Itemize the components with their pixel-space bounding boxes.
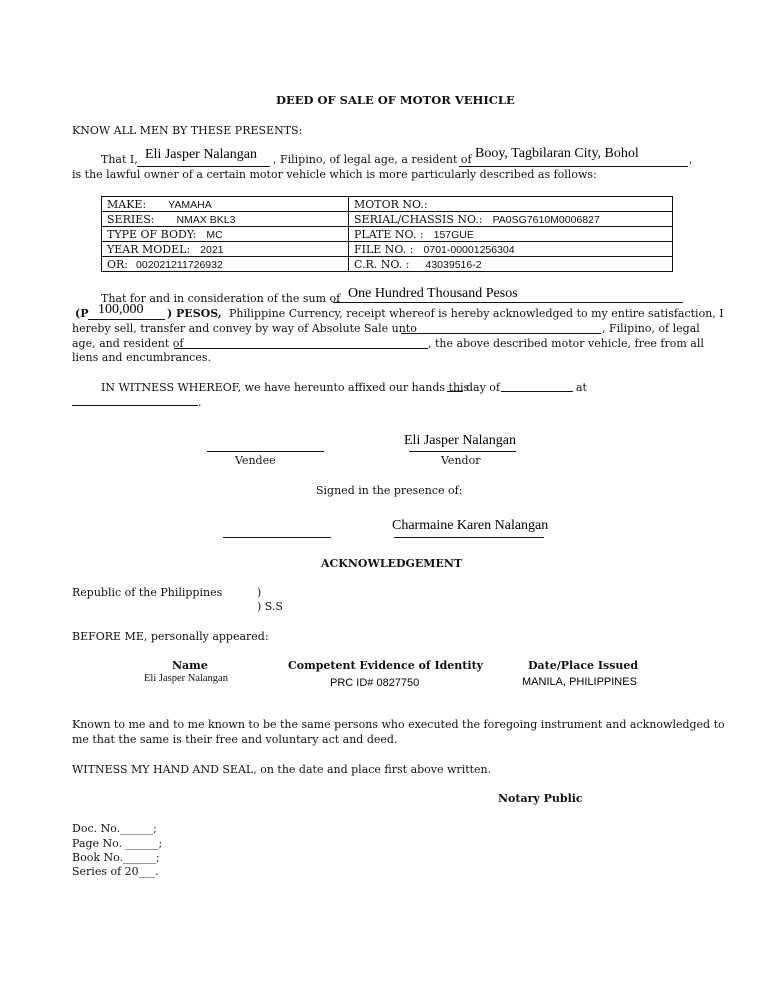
vendee-signature-line [207,451,324,452]
page-no: Page No. ______; [72,837,163,850]
series-of: Series of 20___. [72,865,159,878]
month-blank [501,391,573,392]
residence-line [459,166,688,167]
witness-line1a: IN WITNESS WHEREOF, we have hereunto affixed our hands this [101,381,470,394]
col-evidence-header: Competent Evidence of Identity [288,659,484,672]
sum-words-line [333,302,683,303]
consideration-line1: That for and in consideration of the sum of [101,292,341,305]
intro-that-i: That I, [101,153,138,166]
witness2-signature-line [394,537,544,538]
or-label: OR: [107,257,129,271]
pesos-label: ) PESOS, [167,307,222,320]
vendor-label: Vendor [441,454,481,467]
year-label: YEAR MODEL: [107,242,191,256]
witness-period: . [198,396,202,409]
col-name-header: Name [172,659,208,672]
or-value: 002021211726932 [136,258,223,271]
vendee-name-line [401,333,601,334]
before-me: BEFORE ME, personally appeared: [72,630,269,643]
witness1-signature-line [223,537,331,538]
row-date: MANILA, PHILIPPINES [522,676,637,688]
republic-paren: ) [257,586,262,599]
intro-line2: is the lawful owner of a certain motor vehicle which is more particularly described as follows: [72,168,597,181]
witness-hand-seal: WITNESS MY HAND AND SEAL, on the date and place first above written. [72,763,492,776]
place-blank [72,405,198,406]
sum-words: One Hundred Thousand Pesos [348,286,518,301]
type-label: TYPE OF BODY: [107,227,197,241]
sum-figure-line [88,319,165,320]
row-name: Eli Jasper Nalangan [144,673,228,684]
vendor-signature-line [409,451,516,452]
sum-figure: 100,000 [98,302,144,317]
p-prefix: (P [75,307,89,320]
intro-residence: Booy, Tagbilaran City, Bohol [475,146,639,161]
table-row [102,257,673,272]
notary-public: Notary Public [498,792,583,805]
vehicle-details-table [101,196,673,272]
table-row [102,212,673,227]
plate-value: 157GUE [433,228,474,241]
republic-label: Republic of the Philippines [72,586,223,599]
consideration-line5: liens and encumbrances. [72,351,211,364]
known-line2: me that the same is their free and voluntary act and deed. [72,733,398,746]
file-label: FILE NO. : [354,242,414,256]
table-row [102,242,673,257]
cr-value: 43039516-2 [425,258,482,271]
vendee-residence-line [174,348,428,349]
file-value: 0701-00001256304 [423,243,515,256]
vendee-label: Vendee [235,454,276,467]
make-value: YAMAHA [168,198,212,211]
signed-presence: Signed in the presence of: [316,484,463,497]
day-blank [447,391,463,392]
plate-label: PLATE NO. : [354,227,424,241]
witness2-name: Charmaine Karen Nalangan [392,518,549,533]
serial-value: PA0SG7610M0006827 [492,213,600,226]
row-evidence: PRC ID# 0827750 [330,677,420,689]
consideration-line3b: , Filipino, of legal [602,322,700,335]
year-value: 2021 [200,243,224,256]
intro-comma: , [689,153,693,166]
book-no: Book No.______; [72,851,160,864]
col-date-header: Date/Place Issued [528,659,639,672]
witness-at: at [576,381,587,394]
know-all-men: KNOW ALL MEN BY THESE PRESENTS: [72,124,303,137]
table-row [102,227,673,242]
consideration-line2: Philippine Currency, receipt whereof is hereby acknowledged to my entire satisfaction, I [229,307,724,320]
consideration-line4a: age, and resident of [72,337,184,350]
series-label: SERIES: [107,212,155,226]
consideration-line4b: , the above described motor vehicle, free from all [428,337,704,350]
cr-label: C.R. NO. : [354,257,410,271]
known-line1: Known to me and to me known to be the same persons who executed the foregoing instrument and acknowledged to [72,718,725,731]
document-title: DEED OF SALE OF MOTOR VEHICLE [276,93,515,107]
vendor-name-line [137,166,270,167]
serial-label: SERIAL/CHASSIS NO.: [354,212,483,226]
motor-label: MOTOR NO.: [354,197,428,211]
series-value: NMAX BKL3 [176,213,236,226]
witness-day-of: day of [466,381,501,394]
doc-no: Doc. No.______; [72,822,157,835]
ss-label: ) S.S [257,600,283,613]
vendor-signature-name: Eli Jasper Nalangan [404,433,516,448]
intro-filipino-text: , Filipino, of legal age, a resident of [273,153,472,166]
table-row [102,197,673,212]
type-value: MC [206,228,223,241]
consideration-line3a: hereby sell, transfer and convey by way of Absolute Sale unto [72,322,417,335]
make-label: MAKE: [107,197,147,211]
intro-vendor-name: Eli Jasper Nalangan [145,147,257,162]
acknowledgement-title: ACKNOWLEDGEMENT [321,557,463,570]
